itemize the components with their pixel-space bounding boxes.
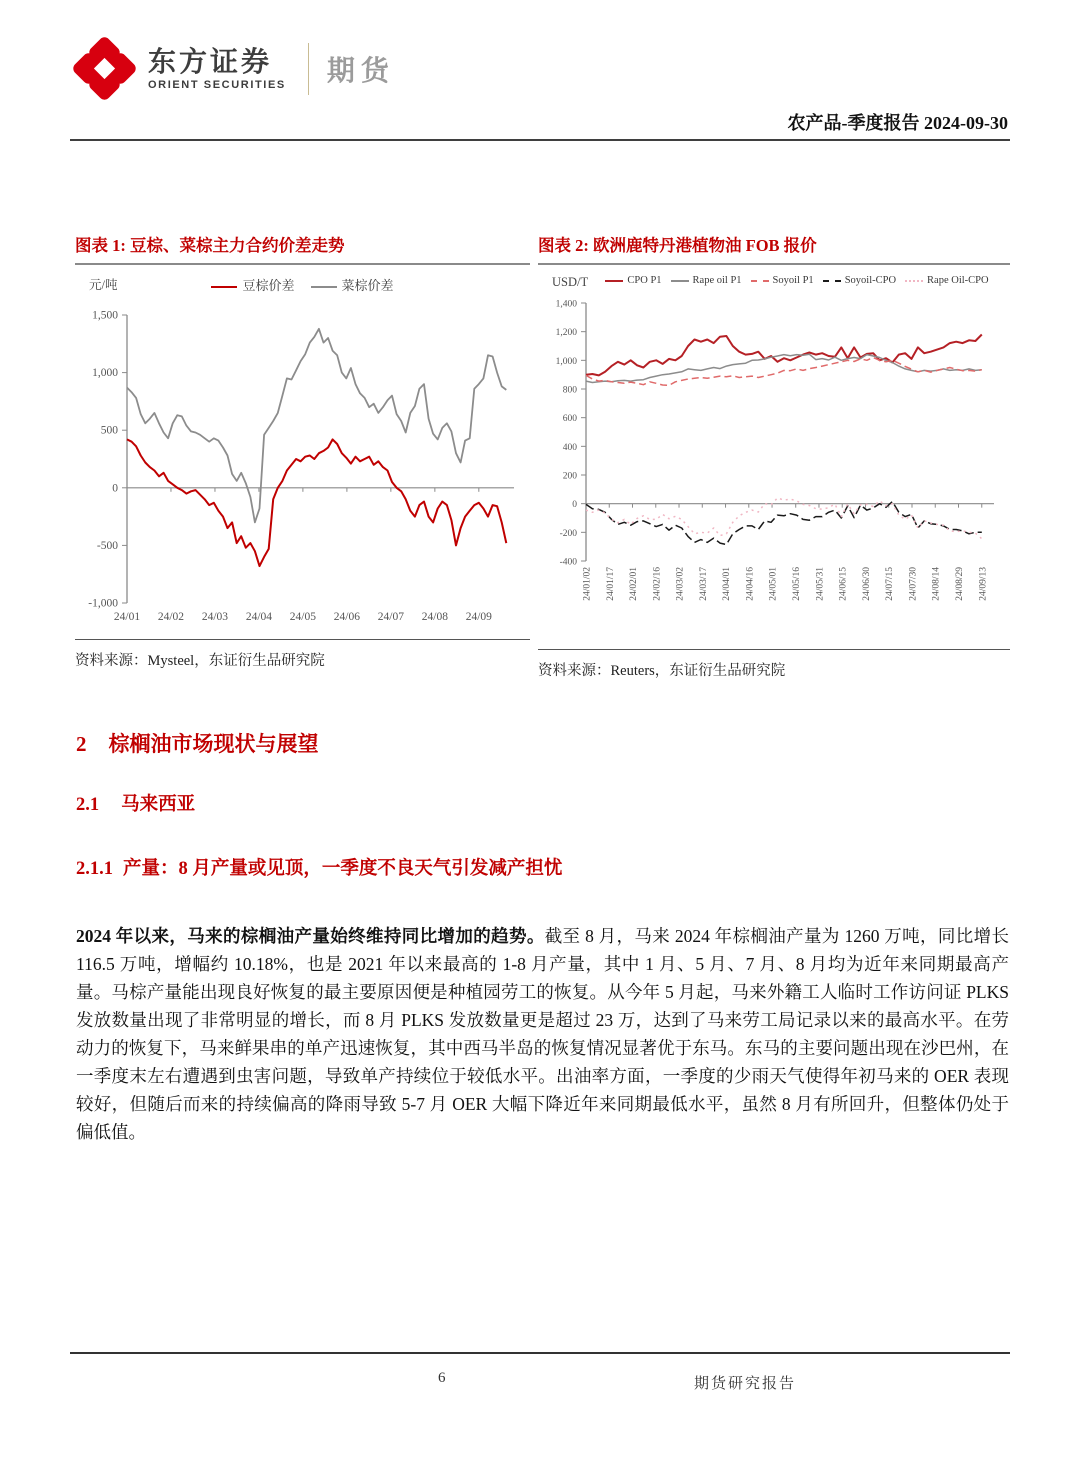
figure-1-title: 图表 1: 豆棕、菜棕主力合约价差走势 bbox=[75, 234, 530, 265]
svg-text:24/05/31: 24/05/31 bbox=[815, 567, 826, 601]
legend-swatch bbox=[751, 280, 769, 282]
svg-text:24/05: 24/05 bbox=[289, 611, 316, 623]
svg-text:24/08: 24/08 bbox=[421, 611, 448, 623]
svg-text:24/06/30: 24/06/30 bbox=[861, 567, 872, 601]
fob-price-chart-canvas bbox=[538, 295, 1010, 639]
legend-swatch bbox=[823, 280, 841, 282]
svg-text:24/02/16: 24/02/16 bbox=[652, 567, 663, 601]
svg-text:24/07/30: 24/07/30 bbox=[908, 567, 919, 601]
page-number: 6 bbox=[438, 1370, 446, 1386]
body-paragraph bbox=[76, 922, 1009, 1146]
svg-text:0: 0 bbox=[112, 482, 118, 495]
svg-text:24/01/17: 24/01/17 bbox=[605, 567, 616, 601]
svg-text:24/01: 24/01 bbox=[113, 611, 141, 623]
svg-text:24/06/15: 24/06/15 bbox=[838, 567, 849, 601]
paragraph-rest: 截至 8 月，马来 2024 年棕榈油产量为 1260 万吨，同比增长 116.5 万吨，增幅约 10.18%，也是 2021 年以来最高的 1-8 月产量，其中 1 月、5 月、7 月、8 月均为近年来同期最高产量。马棕产量能出现良好恢复的最主要原因便是种植园劳工的恢复。从今年 5 月起，马来外籍工人临时工作访问证 PLKS 发放数量出现了非常明显的增长，而 8 月 PLKS 发放数量更是超过 23 万，达到了马来劳工局记录以来的最高水平。在劳动力的恢复下，马来鲜果串的单产迅速恢复，其中西马半岛的恢复情况显著优于东马。东马的主要问题出现在沙巴州，在一季度末左右遭遇到虫害问题，导致单产持续位于较低水平。出油率方面，一季度的少雨天气使得年初马来的 OER 表现较好，但随后而来的持续偏高的降雨导致 5-7 月 OER 大幅下降近年来同期最低水平，虽然 8 月有所回升，但整体仍处于偏低值。 bbox=[76, 926, 1009, 1142]
svg-text:-1,000: -1,000 bbox=[88, 597, 118, 610]
svg-text:1,000: 1,000 bbox=[92, 367, 118, 380]
svg-text:200: 200 bbox=[562, 471, 577, 482]
legend-swatch bbox=[905, 280, 923, 282]
svg-text:24/09: 24/09 bbox=[465, 611, 492, 623]
svg-text:24/04/16: 24/04/16 bbox=[745, 567, 756, 601]
footer-rule bbox=[70, 1352, 1010, 1354]
svg-text:24/04: 24/04 bbox=[245, 611, 273, 623]
figure-1-legend bbox=[75, 269, 530, 294]
svg-text:24/07: 24/07 bbox=[377, 611, 404, 623]
svg-text:24/04/01: 24/04/01 bbox=[722, 567, 733, 601]
svg-text:0: 0 bbox=[572, 500, 577, 511]
figure-1-unit-label: 元/吨 bbox=[89, 278, 118, 292]
brand-text bbox=[148, 47, 286, 91]
section-number: 2.1.1 bbox=[76, 859, 113, 879]
svg-text:24/03/17: 24/03/17 bbox=[698, 567, 709, 601]
svg-text:24/02/01: 24/02/01 bbox=[629, 567, 640, 601]
spread-chart-canvas bbox=[75, 307, 530, 629]
legend-swatch bbox=[671, 280, 689, 282]
doc-info: 农产品-季度报告 2024-09-30 bbox=[787, 113, 1008, 133]
section-number: 2 bbox=[76, 732, 87, 756]
section-title: 马来西亚 bbox=[121, 795, 196, 815]
section-title: 棕榈油市场现状与展望 bbox=[108, 732, 319, 756]
legend-item: CPO P1 bbox=[605, 275, 661, 286]
figure-2 bbox=[538, 234, 1010, 680]
legend-item: Rape oil P1 bbox=[671, 275, 742, 286]
svg-text:800: 800 bbox=[562, 385, 577, 396]
legend-item: 豆棕价差 bbox=[211, 275, 294, 294]
figure-1 bbox=[75, 234, 530, 670]
figure-2-legend bbox=[584, 269, 1010, 286]
svg-text:24/02: 24/02 bbox=[157, 611, 185, 623]
legend-swatch bbox=[605, 280, 623, 282]
paragraph-lead-bold: 2024 年以来，马来的棕榈油产量始终维持同比增加的趋势。 bbox=[76, 926, 545, 946]
section-heading-2 bbox=[76, 728, 319, 758]
legend-swatch bbox=[311, 286, 337, 288]
legend-item: 菜棕价差 bbox=[311, 275, 394, 294]
svg-text:24/09/13: 24/09/13 bbox=[978, 567, 989, 601]
figure-1-source: 资料来源：Mysteel，东证衍生品研究院 bbox=[75, 639, 530, 670]
figure-2-source: 资料来源：Reuters，东证衍生品研究院 bbox=[538, 649, 1010, 680]
svg-text:24/03: 24/03 bbox=[201, 611, 229, 623]
legend-swatch bbox=[211, 286, 237, 288]
svg-text:24/07/15: 24/07/15 bbox=[885, 567, 896, 601]
section-heading-2-1-1 bbox=[76, 854, 562, 880]
svg-text:1,400: 1,400 bbox=[555, 299, 577, 310]
brand-divider bbox=[308, 43, 309, 95]
svg-text:-200: -200 bbox=[559, 528, 577, 539]
header-rule bbox=[70, 139, 1010, 141]
legend-item: Rape Oil-CPO bbox=[905, 275, 989, 286]
svg-text:600: 600 bbox=[562, 414, 577, 425]
svg-text:-500: -500 bbox=[96, 539, 118, 552]
figure-2-title: 图表 2: 欧洲鹿特丹港植物油 FOB 报价 bbox=[538, 234, 1010, 265]
svg-text:24/05/01: 24/05/01 bbox=[768, 567, 779, 601]
legend-item: Soyoil P1 bbox=[751, 275, 814, 286]
svg-text:500: 500 bbox=[100, 424, 118, 437]
svg-text:1,200: 1,200 bbox=[555, 328, 577, 339]
section-heading-2-1 bbox=[76, 790, 195, 816]
section-number: 2.1 bbox=[76, 795, 100, 815]
orient-securities-logo-icon bbox=[76, 40, 134, 98]
legend-item: Soyoil-CPO bbox=[823, 275, 896, 286]
svg-text:24/01/02: 24/01/02 bbox=[582, 567, 593, 601]
svg-text:1,000: 1,000 bbox=[555, 356, 577, 367]
brand-name-en: ORIENT SECURITIES bbox=[148, 79, 286, 91]
svg-text:400: 400 bbox=[562, 442, 577, 453]
svg-text:-400: -400 bbox=[559, 557, 577, 568]
section-title: 产量：8 月产量或见顶，一季度不良天气引发减产担忧 bbox=[123, 859, 563, 879]
brand-name-cn: 东方证券 bbox=[148, 46, 273, 77]
figure-2-unit-label: USD/T bbox=[552, 275, 589, 289]
svg-text:24/03/02: 24/03/02 bbox=[675, 567, 686, 601]
svg-text:24/08/29: 24/08/29 bbox=[955, 567, 966, 601]
svg-text:24/08/14: 24/08/14 bbox=[931, 567, 942, 601]
svg-text:24/06: 24/06 bbox=[333, 611, 360, 623]
division-label: 期货 bbox=[326, 55, 395, 86]
svg-text:1,500: 1,500 bbox=[92, 309, 118, 322]
svg-text:24/05/16: 24/05/16 bbox=[792, 567, 803, 601]
header-logo-block bbox=[76, 40, 395, 98]
footer-label: 期货研究报告 bbox=[694, 1376, 797, 1392]
